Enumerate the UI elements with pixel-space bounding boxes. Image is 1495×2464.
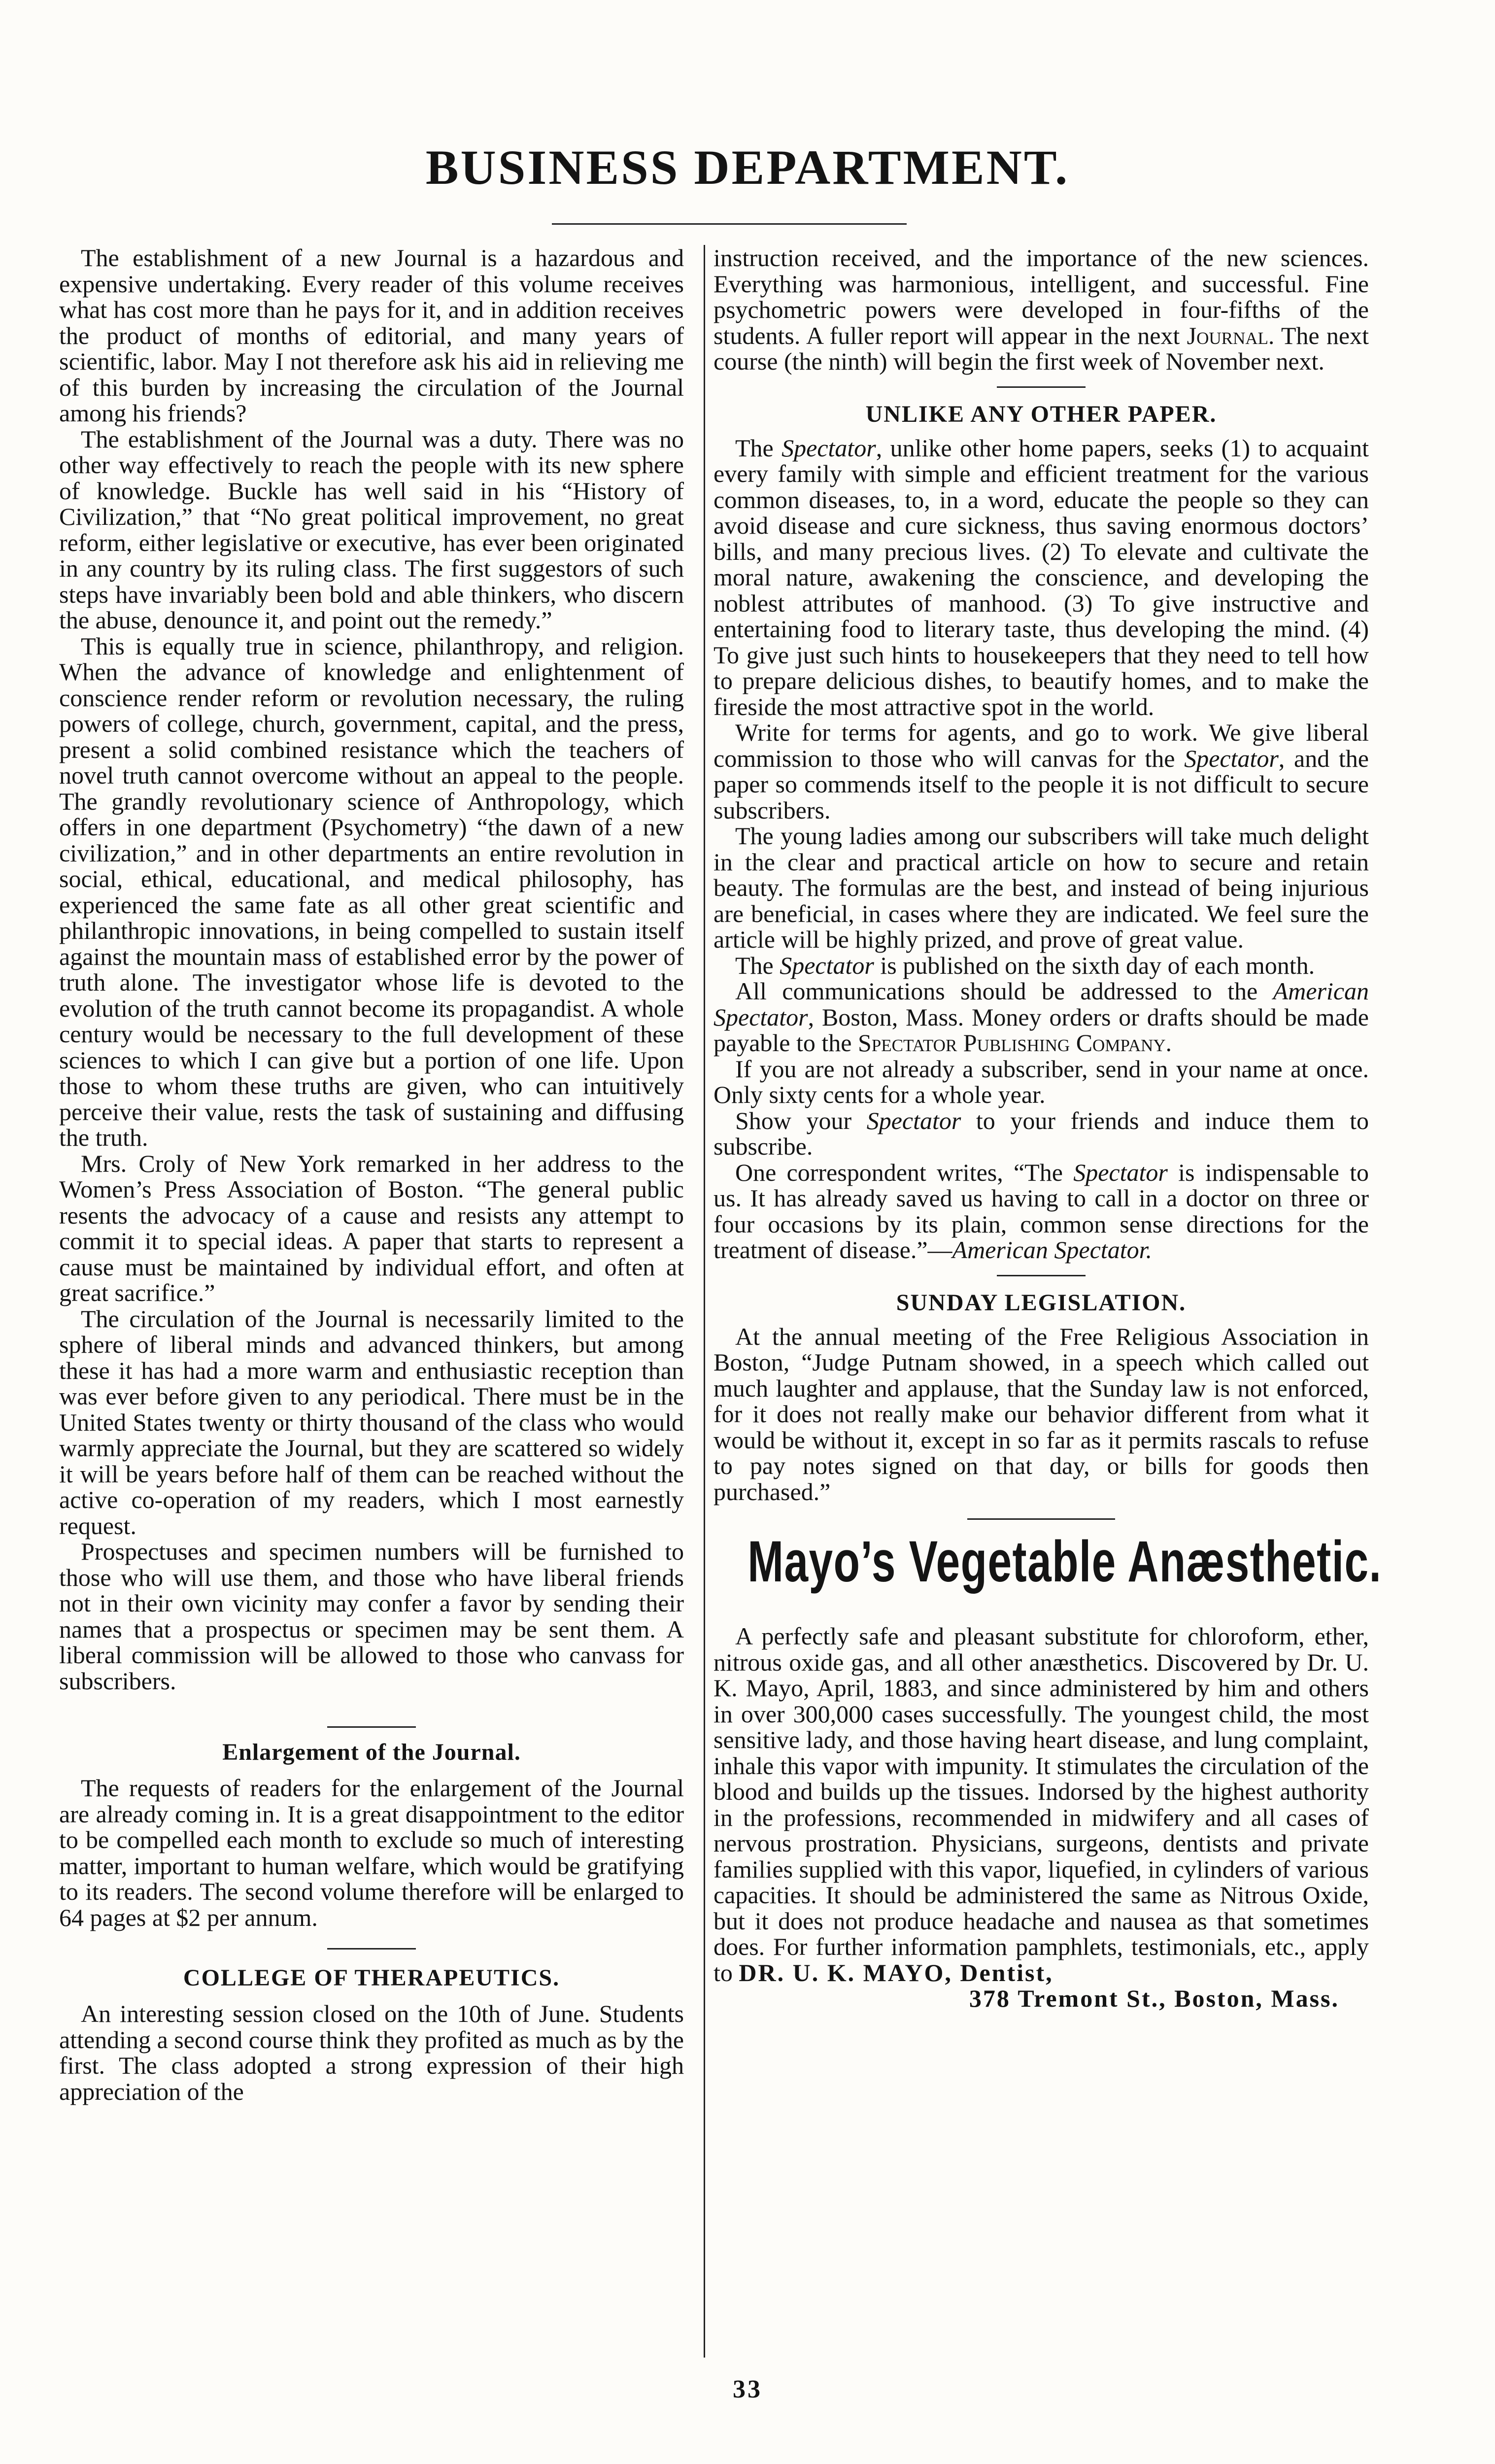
page-number: 33 xyxy=(733,2375,762,2403)
college-paragraph: An interesting session closed on the 10th of June. Students attending a second course think they profited as much as by the first. The class adopted a strong expression of their high appreciation of the xyxy=(59,2000,684,2105)
advertisement-contact-address: 378 Tremont St., Boston, Mass. xyxy=(969,1985,1339,2012)
right-column xyxy=(714,244,1382,2012)
spectator-paragraph-show: Show your Spectator to your friends and induce them to subscribe. xyxy=(714,1106,1369,1160)
title-rule xyxy=(552,223,907,225)
left-column xyxy=(59,245,684,2104)
enlargement-paragraph: The requests of readers for the enlargement of the Journal are already coming in. It is a great disappointment to the editor to be compelled each month to exclude so much of interesting matter, important to human welfare, which would be gratifying to its readers. The second volume therefore will be enlarged to 64 pages at $2 per annum. xyxy=(59,1774,684,1931)
paragraph-circulation: The circulation of the Journal is necessarily limited to the sphere of liberal minds and advanced thinkers, but among these it has had a more warm and enthusiastic reception than was ever before given to any periodical. There must be in the United States twenty or thirty thousand of the class who would warmly appreciate the Journal, but they are scattered so widely it will be years before half of them can be reached without the active co-operation of my readers, which I most earnestly request. xyxy=(59,1304,684,1540)
enlargement-heading: Enlargement of the Journal. xyxy=(222,1739,521,1765)
spectator-paragraph-goals: The Spectator, unlike other home papers, seeks (1) to acquaint every family with simple and efficient treatment for the various common diseases, to, in a word, educate the people so they can avoid disease and cure sickness, thus saving enormous doctors’ bills, and many precious lives. (2) To elevate and cultivate the moral nature, awakening the conscience, and developing the noblest attributes of manhood. (3) To give instructive and entertaining food to literary taste, thus developing the mind. (4) To give just such hints to housekeepers that they need to tell how to prepare delicious dishes, to beautify homes, and to make the fireside the most attractive spot in the world. xyxy=(714,434,1369,720)
college-heading: COLLEGE OF THERAPEUTICS. xyxy=(183,1965,560,1991)
unlike-heading: UNLIKE ANY OTHER PAPER. xyxy=(865,401,1217,427)
advertisement-title: Mayo’s Vegetable Anæsthetic. xyxy=(748,1529,1382,1594)
sunday-heading: SUNDAY LEGISLATION. xyxy=(896,1289,1187,1316)
spectator-paragraph-beauty: The young ladies among our subscribers will take much delight in the clear and practical article on how to secure and retain beauty. The formulas are the best, and instead of being injurious are beneficial, in cases where they are indicated. We feel sure the article will be highly prized, and prove of great value. xyxy=(714,822,1369,953)
spectator-paragraph-subscribe: If you are not already a subscriber, send in your name at once. Only sixty cents for a whole year. xyxy=(714,1055,1369,1108)
sunday-paragraph: At the annual meeting of the Free Religious Association in Boston, “Judge Putnam showed, in a speech which called out much laughter and applause, that the Sunday law is not enforced, for it does not really make our behavior different from what it would be without it, except in so far as it permits rascals to refuse to pay notes signed on that day, or bills for goods then purchased.” xyxy=(714,1322,1369,1506)
paragraph-prospectuses: Prospectuses and specimen numbers will be furnished to those who will use them, and those who have liberal friends not in their own vicinity may confer a favor by sending their names that a prospectus or specimen may be sent them. A liberal commission will be allowed to those who canvass for subscribers. xyxy=(59,1538,684,1695)
paragraph-journal-hazardous: The establishment of a new Journal is a hazardous and expensive undertaking. Every reader of this volume receives what has cost more than he pays for it, and in addition receives the product of months of editorial, and many years of scientific, labor. May I not therefore ask his aid in relieving me of this burden by increasing the circulation of the Journal among his friends? xyxy=(59,244,684,427)
spectator-paragraph-communications: All communications should be addressed to the American Spectator, Boston, Mass. Money orders or drafts should be made payable to the Spectator Publishing Company. xyxy=(714,977,1369,1057)
advertisement-text: A perfectly safe and pleasant substitute for chloroform, ether, nitrous oxide gas, and all other anæsthetics. Discovered by Dr. U. K. Mayo, April, 1883, and since administered by him and others in over 300,000 cases successfully. The youngest child, the most sensitive lady, and those having heart disease, and lung complaint, inhale this vapor with impunity. It stimulates the circulation of the blood and builds up the tissues. Indorsed by the highest authority in the professions, recommended in midwifery and all cases of nervous prostration. Physicians, surgeons, dentists and private families supplied with this vapor, liquefied, in cylinders of various capacities. It should be administered the same as Nitrous Oxide, but it does not produce headache and nausea as that sometimes does. For further information pamphlets, testimonials, etc., apply to DR. U. K. MAYO, Dentist, xyxy=(714,1622,1369,1986)
paragraph-journal-duty: The establishment of the Journal was a duty. There was no other way effectively to reach the people with its new sphere of knowledge. Buckle has well said in his “History of Civilization,” that “No great political improvement, no great reform, either legislative or executive, has ever been originated in any country by its ruling class. The first suggestors of such steps have invariably been bold and able thinkers, who discern the abuse, denounce it, and point out the remedy.” xyxy=(59,425,684,634)
column-divider xyxy=(704,245,705,2358)
advertisement-contact-name: DR. U. K. MAYO, Dentist, xyxy=(739,1958,1053,1986)
paragraph-science-philanthropy: This is equally true in science, philanthropy, and religion. When the advance of knowledge and enlightenment of conscience render reform or revolution necessary, the ruling powers of college, church, government, capital, and the press, present a solid combined resistance which the teachers of novel truth cannot overcome without an appeal to the people. The grandly revolutionary science of Anthropology, which offers in one department (Psychometry) “the dawn of a new civilization,” and in other departments an entire revolution in social, ethical, educational, and medical philosophy, has experienced the same fate as all other great scientific and philanthropic innovations, in being compelled to sustain itself against the mountain mass of established error by the power of truth alone. The investigator whose life is devoted to the evolution of the truth cannot become its propagandist. A whole century would be necessary to the full development of these sciences to which I can give but a portion of one life. Upon those to whom these truths are given, who can intuitively perceive their value, rests the task of sustaining and diffusing the truth. xyxy=(59,632,684,1151)
college-continued-paragraph: instruction received, and the importance of the new sciences. Everything was harmonious, intelligent, and successful. Fine psychometric powers were developed in four-fifths of the students. A fuller report will appear in the next Journal. The next course (the ninth) will begin the first week of November next. xyxy=(714,244,1369,375)
spectator-paragraph-agents: Write for terms for agents, and go to work. We give liberal commission to those who will canvas for the Spectator, and the paper so commends itself to the people it is not difficult to secure subscribers. xyxy=(714,719,1369,824)
page-title: BUSINESS DEPARTMENT. xyxy=(425,140,1070,195)
spectator-paragraph-published: The Spectator is published on the sixth day of each month. xyxy=(735,951,1315,979)
paragraph-mrs-croly: Mrs. Croly of New York remarked in her address to the Women’s Press Association of Boston. “The general public resents the advocacy of a cause and resists any attempt to commit it to special ideas. A paper that starts to represent a cause must be maintained by individual effort, and often at great sacrifice.” xyxy=(59,1149,684,1306)
spectator-paragraph-correspondent: One correspondent writes, “The Spectator is indispensable to us. It has already saved us having to call in a doctor on three or four occasions by its plain, common sense directions for the treatment of disease.”—American Spectator. xyxy=(714,1158,1369,1264)
